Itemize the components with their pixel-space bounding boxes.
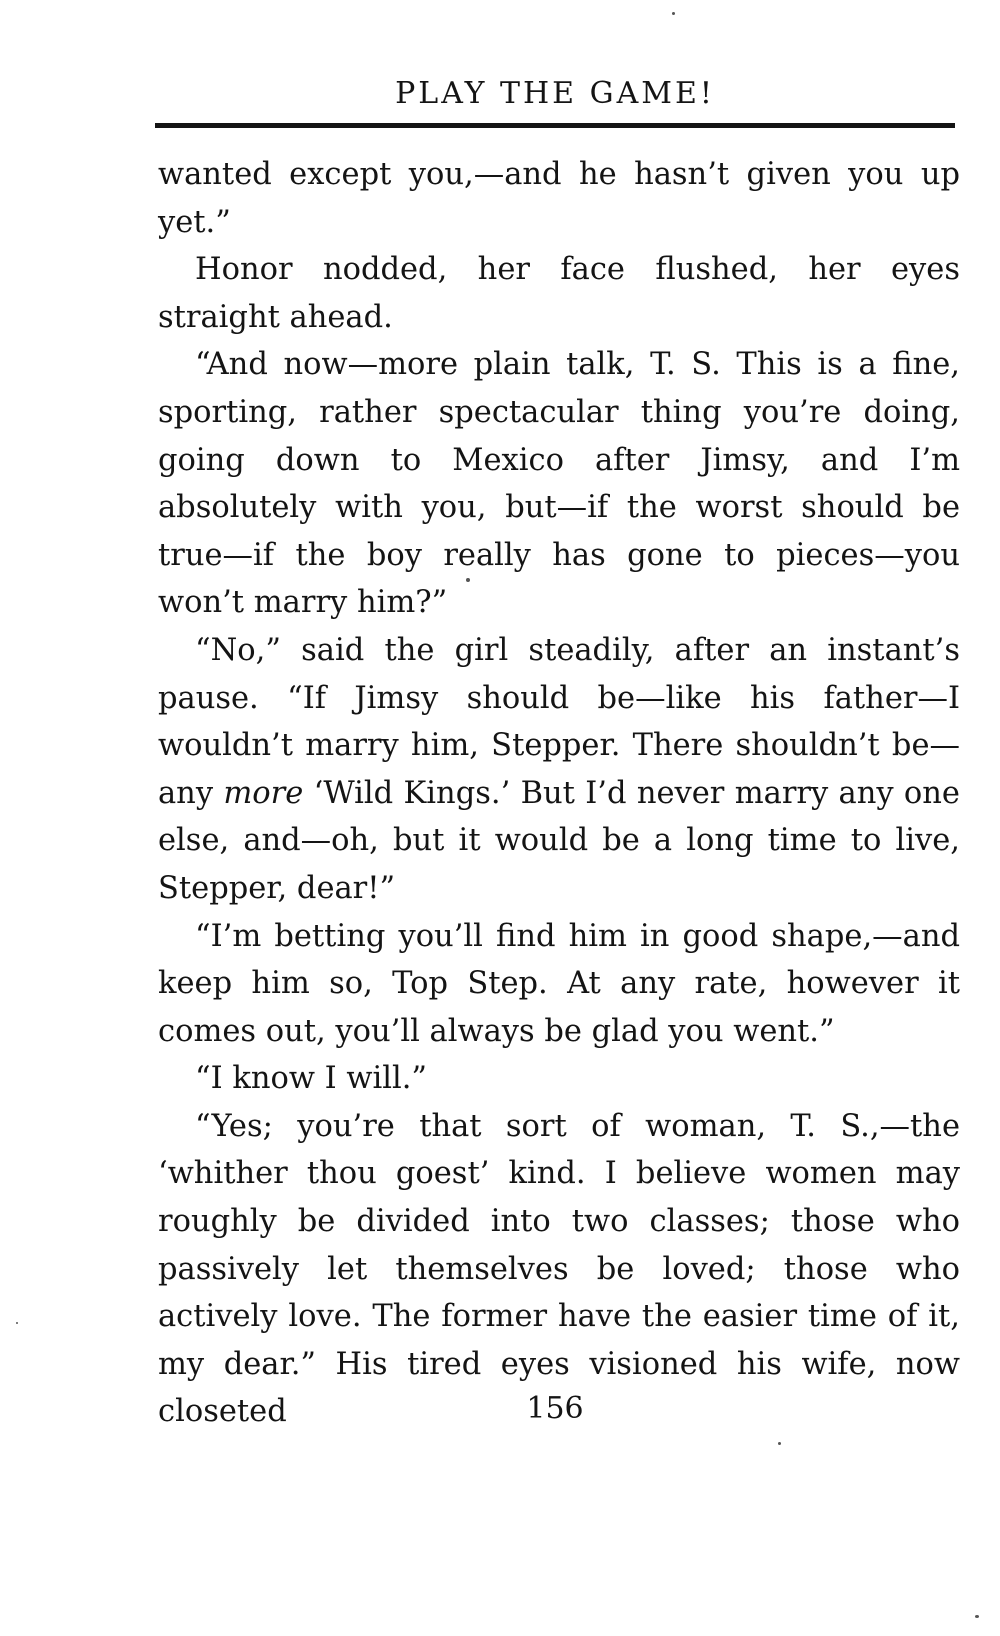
print-speck (16, 1322, 18, 1324)
text-run: “Yes; you’re that sort of woman, T. S.,—the ‘whither thou goest’ kind. I believe women may roughly be divided into two classes; those who passively let themselves be loved; those who actively love. The former have the easier time of it, my dear.” His tired eyes visioned his wife, now closeted (158, 1108, 960, 1430)
text-run: ‘Wild Kings.’ But I’d never marry any one else, and—oh, but it would be a long time to live, Stepper, dear!” (158, 775, 960, 906)
print-speck (466, 578, 470, 582)
paragraph (158, 151, 960, 246)
header-rule (155, 123, 955, 128)
paragraph (158, 913, 960, 1056)
text-run: Honor nodded, her face flushed, her eyes straight ahead. (158, 252, 960, 335)
print-speck (672, 12, 675, 15)
print-speck (778, 1442, 781, 1445)
paragraph (158, 246, 960, 341)
running-header: PLAY THE GAME! (395, 76, 715, 111)
text-run: “No,” said the girl steadily, after an instant’s pause. “If Jimsy should be—like his father—I wouldn’t marry him, Stepper. There shouldn’t be—any (158, 632, 960, 811)
print-speck (975, 1615, 979, 1618)
paragraph (158, 627, 960, 913)
italic-text: more (223, 775, 304, 811)
body-text (158, 151, 960, 1436)
text-run: “I’m betting you’ll find him in good shape,—and keep him so, Top Step. At any rate, however it comes out, you’ll always be glad you went.” (158, 918, 960, 1049)
page-number: 156 (526, 1391, 584, 1426)
paragraph (158, 341, 960, 627)
text-run: wanted except you,—and he hasn’t given you up yet.” (158, 157, 960, 240)
text-run: “And now—more plain talk, T. S. This is a fine, sporting, rather spectacular thing you’re doing, going down to Mexico after Jimsy, and I’m absolutely with you, but—if the worst should be true—if the boy really has gone to pieces—you won’t marry him?” (158, 347, 960, 621)
paragraph (158, 1103, 960, 1436)
paragraph (158, 1055, 960, 1103)
text-run: “I know I will.” (195, 1061, 428, 1097)
